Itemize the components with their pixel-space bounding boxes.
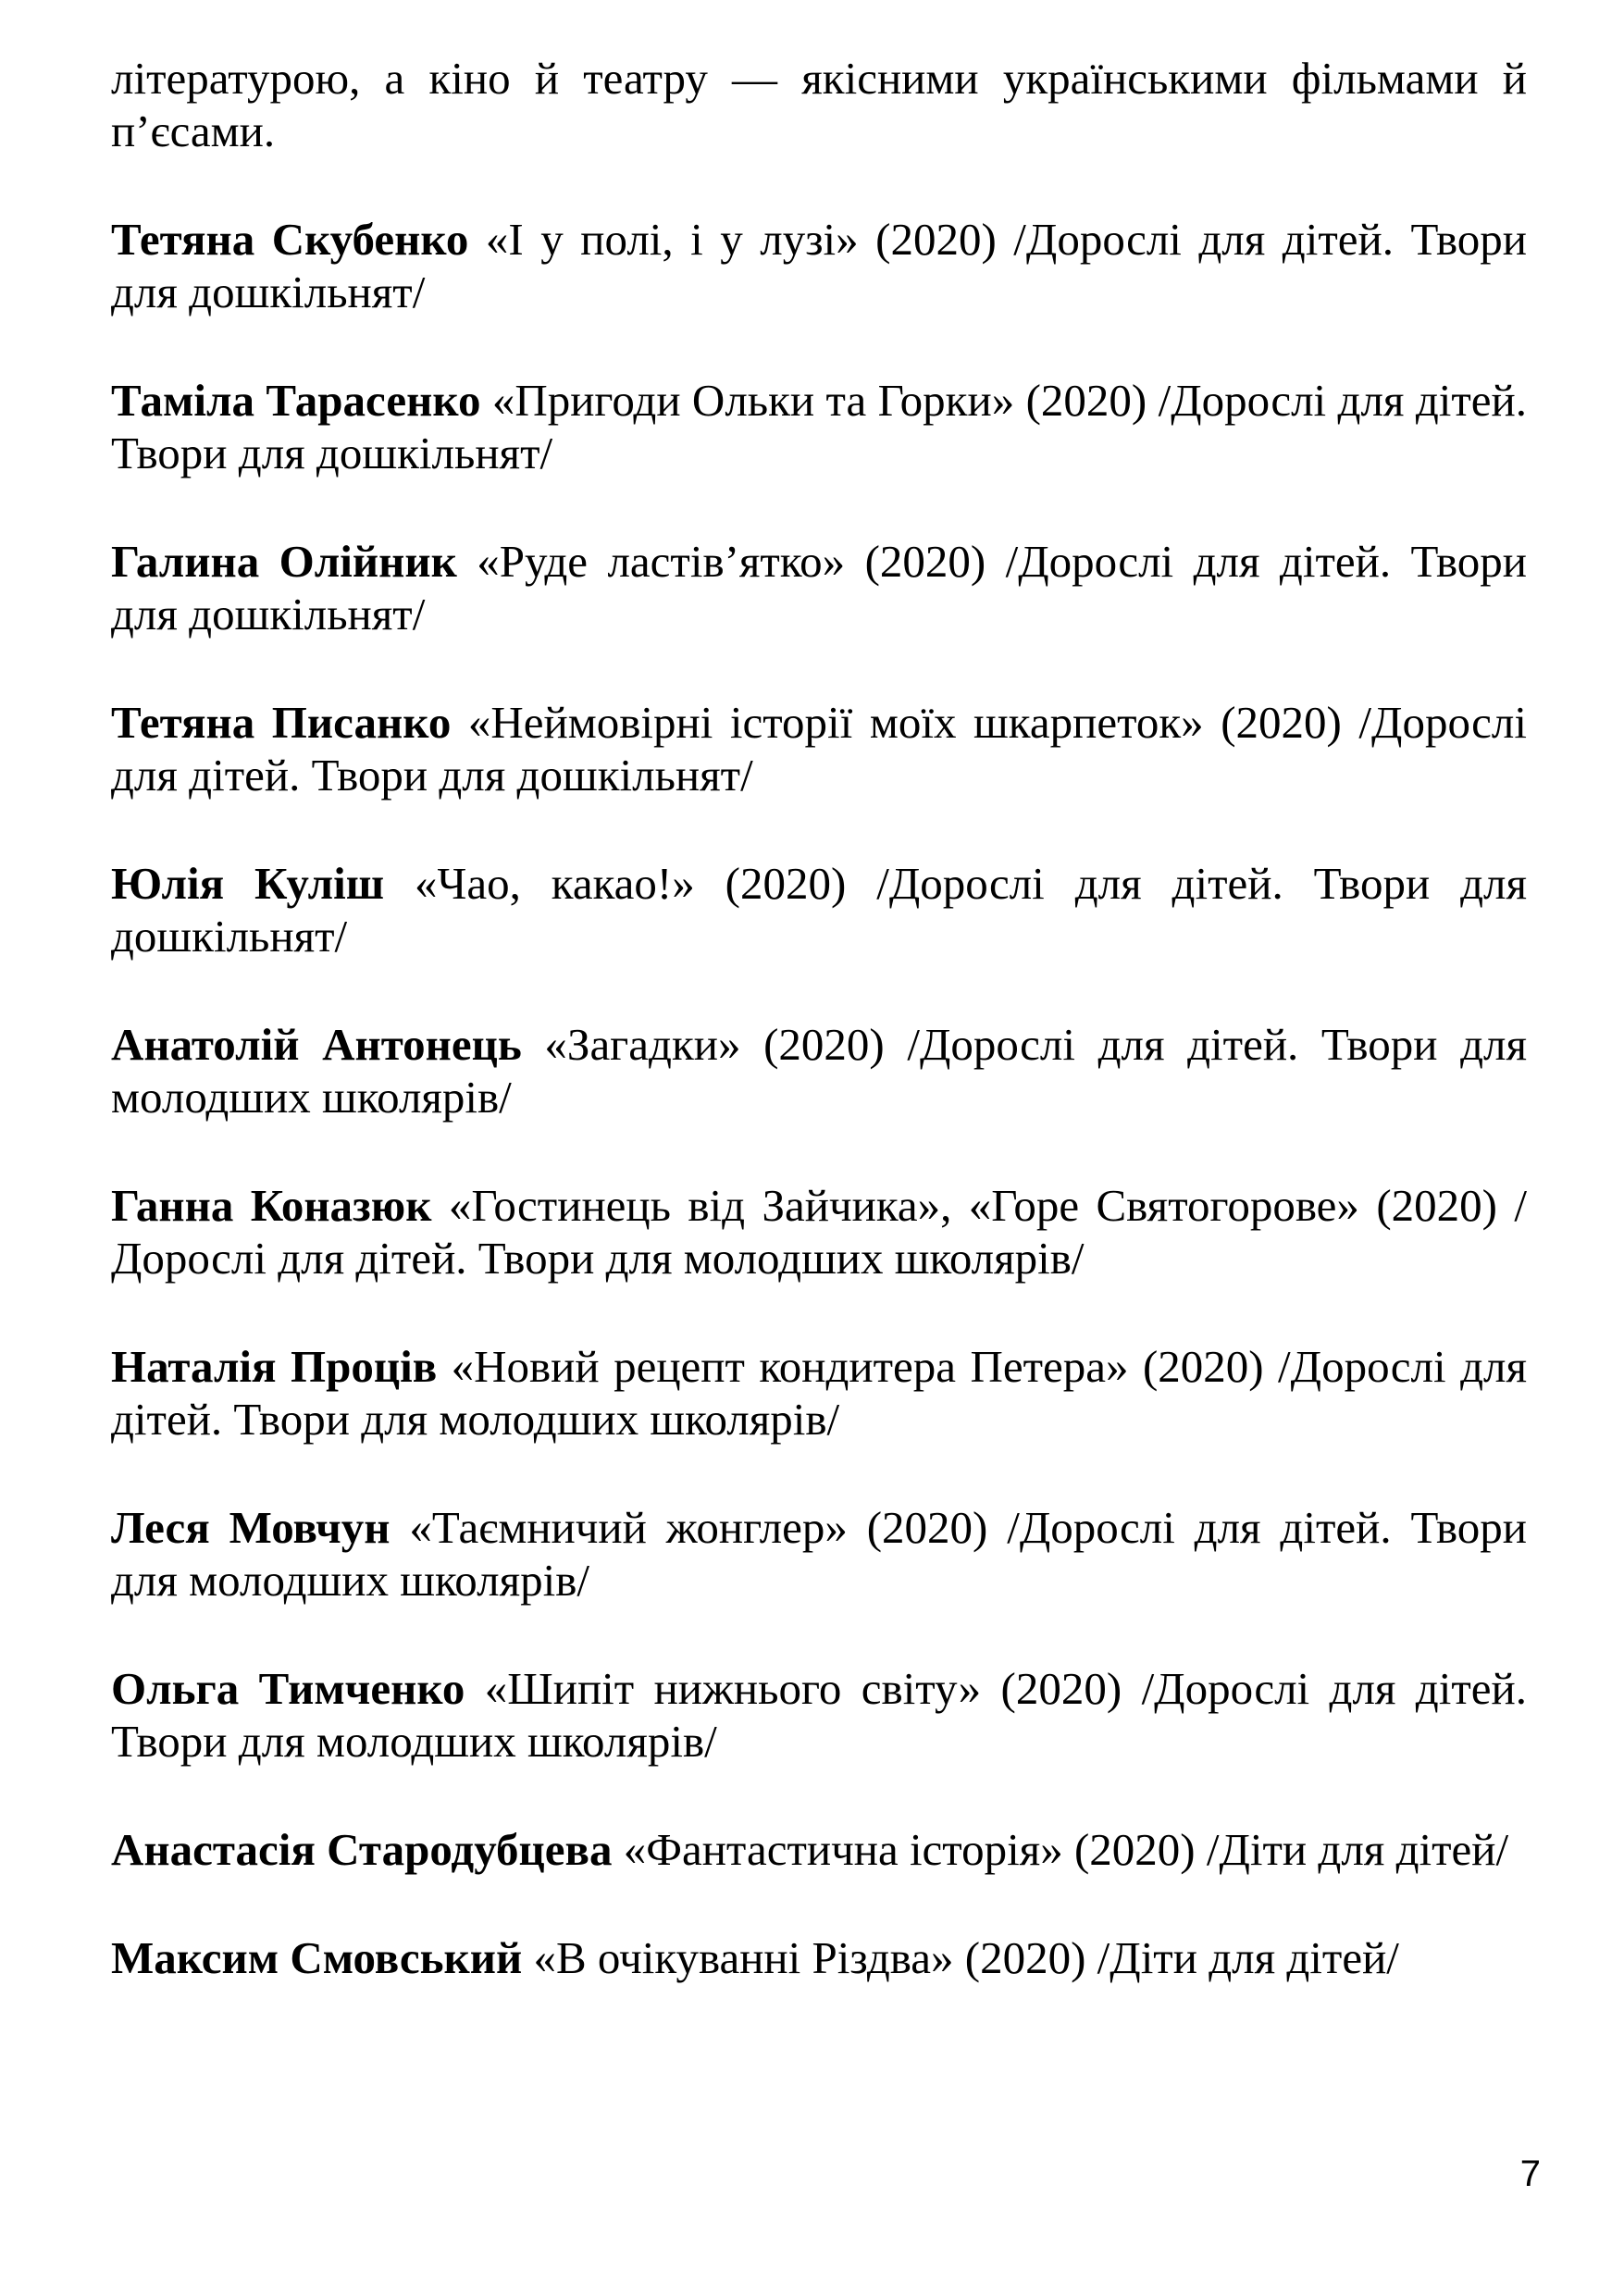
- entry-details: «Фантастична історія» (2020) /Діти для дітей/: [612, 1824, 1509, 1875]
- entry-details: «Неймовірні історії моїх шкарпеток» (2020) /Дорослі для дітей. Твори для дошкільнят/: [111, 697, 1527, 800]
- entry-paragraph: [111, 1340, 1527, 1446]
- entry-paragraph: [111, 374, 1527, 479]
- page-number: 7: [1519, 2153, 1541, 2194]
- entry-details: «Гостинець від Зайчика», «Горе Святогорове» (2020) /Дорослі для дітей. Твори для молодших школярів/: [111, 1180, 1527, 1284]
- entry-details: «В очікуванні Різдва» (2020) /Діти для дітей/: [522, 1932, 1399, 1983]
- entry-author: Леся Мовчун: [111, 1502, 391, 1553]
- entry-details: «Шипіт нижнього світу» (2020) /Дорослі для дітей. Твори для молодших школярів/: [111, 1663, 1527, 1767]
- entry-paragraph: [111, 535, 1527, 640]
- entry-author: Галина Олійник: [111, 536, 457, 587]
- entry-paragraph: [111, 1501, 1527, 1607]
- entry-paragraph: [111, 1179, 1527, 1285]
- entry-details: «Руде ластів’ятко» (2020) /Дорослі для дітей. Твори для дошкільнят/: [111, 536, 1527, 639]
- entry-author: Ганна Коназюк: [111, 1180, 432, 1231]
- entry-details: «І у полі, і у лузі» (2020) /Дорослі для дітей. Твори для дошкільнят/: [111, 214, 1527, 317]
- entry-author: Ольга Тимченко: [111, 1663, 465, 1714]
- intro-text: літературою, а кіно й театру — якісними українськими фільмами й п’єсами.: [111, 53, 1527, 156]
- intro-paragraph: [111, 52, 1527, 157]
- page-content: [111, 52, 1527, 2040]
- entry-details: «Таємничий жонглер» (2020) /Дорослі для дітей. Твори для молодших школярів/: [111, 1502, 1527, 1606]
- entry-details: «Чао, какао!» (2020) /Дорослі для дітей. Твори для дошкільнят/: [111, 858, 1528, 962]
- entry-author: Юлія Куліш: [111, 858, 385, 909]
- entry-paragraph: [111, 1018, 1527, 1123]
- entry-author: Максим Смовський: [111, 1932, 523, 1983]
- entry-author: Тетяна Скубенко: [111, 214, 469, 265]
- entry-details: «Новий рецепт кондитера Петера» (2020) /Дорослі для дітей. Твори для молодших школярів/: [111, 1341, 1528, 1445]
- entry-paragraph: [111, 1662, 1527, 1768]
- entry-details: «Загадки» (2020) /Дорослі для дітей. Твори для молодших школярів/: [111, 1019, 1527, 1123]
- entry-author: Тетяна Писанко: [111, 697, 452, 748]
- entry-paragraph: [111, 696, 1527, 801]
- entry-paragraph: [111, 213, 1527, 318]
- entry-author: Наталія Проців: [111, 1341, 438, 1392]
- entry-author: Анастасія Стародубцева: [111, 1824, 613, 1875]
- entry-details: «Пригоди Ольки та Горки» (2020) /Дорослі для дітей. Твори для дошкільнят/: [111, 375, 1527, 478]
- entry-author: Таміла Тарасенко: [111, 375, 481, 426]
- entry-paragraph: [111, 857, 1527, 962]
- entry-author: Анатолій Антонець: [111, 1019, 522, 1070]
- entry-paragraph: [111, 1931, 1527, 1984]
- entry-paragraph: [111, 1823, 1527, 1876]
